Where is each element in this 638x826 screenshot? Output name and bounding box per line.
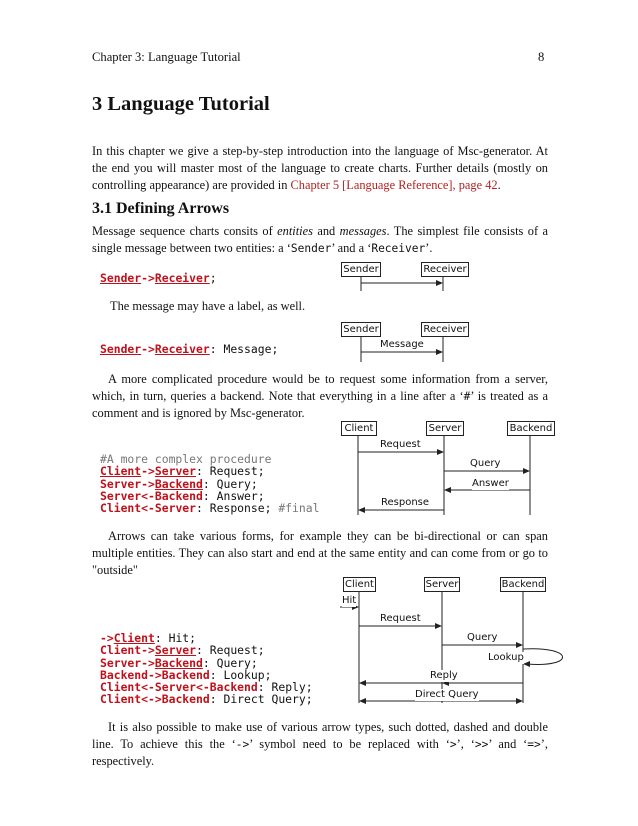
- paragraph-label: The message may have a label, as well.: [110, 299, 306, 313]
- entity-box: Sender: [341, 262, 381, 277]
- message-label: Query: [470, 458, 501, 469]
- code-example-3: #A more complex procedure Client->Server: Request; Server->Backend: Query; Server<-Backend: Answer; Client<-Server: Response; #final: [100, 452, 320, 516]
- entity-box: Server: [425, 579, 459, 590]
- message-label: Lookup: [488, 652, 524, 663]
- page-number: 8: [538, 50, 545, 64]
- paragraph-arrow-forms: Arrows can take various forms, for example they can be bi-directional or can span multiple entities. They can also start and end at the same entity and can come from or go to "outside": [92, 529, 548, 578]
- paragraph-arrows-intro: Message sequence charts consits of entities and messages. The simplest file consists of a single message between two entities: a ‘Sender’ and a ‘Receiver’.: [92, 224, 548, 256]
- entity-box: Server: [426, 421, 464, 436]
- code-example-2: Sender->Receiver: Message;: [100, 342, 279, 356]
- message-label: Request: [380, 439, 421, 450]
- paragraph-complex: A more complicated procedure would be to request some information from a server, which, in turn, queries a backend. Note that everything in a line after a ‘#’ is treated as a comment and is ignored by Msc-generator.: [92, 372, 548, 421]
- message-label: Request: [380, 613, 421, 624]
- message-label: Direct Query: [415, 689, 479, 700]
- message-label: Query: [467, 632, 498, 643]
- message-label: Response: [381, 497, 430, 508]
- entity-box: Receiver: [421, 322, 469, 337]
- entity-box: Backend: [501, 579, 545, 590]
- message-label: Answer: [472, 478, 509, 489]
- paragraph-arrow-types: It is also possible to make use of various arrow types, such dotted, dashed and double line. To achieve this the ‘->’ symbol need to be replaced with ‘>’, ‘>>’ and ‘=>’, respectively.: [92, 720, 548, 769]
- entity-box: Client: [341, 421, 377, 436]
- code-example-4: ->Client: Hit; Client->Server: Request; Server->Backend: Query; Backend->Backend: Lookup; Client<-Server<-Backend: Reply; Client<->Backend: Direct Query;: [100, 631, 313, 707]
- message-label: Reply: [430, 670, 458, 681]
- entity-box: Backend: [507, 421, 555, 436]
- code-example-1: Sender->Receiver;: [100, 271, 217, 285]
- message-label: Message: [380, 339, 424, 350]
- chapter-title: 3 Language Tutorial: [92, 93, 270, 115]
- entity-box: Sender: [341, 322, 381, 337]
- entity-box: Client: [343, 577, 376, 592]
- section-title: 3.1 Defining Arrows: [92, 200, 230, 217]
- intro-paragraph: In this chapter we give a step-by-step introduction into the language of Msc-generator. At the end you will master most of the language to create charts. Further details (mostly on controlling appearance) are provided in Chapter 5 [Language Reference], page 42.: [92, 144, 548, 193]
- running-header: Chapter 3: Language Tutorial: [92, 50, 241, 64]
- message-label: Hit: [342, 595, 357, 606]
- chapter-reference-link[interactable]: Chapter 5 [Language Reference], page 42: [290, 178, 498, 193]
- entity-box: Receiver: [421, 262, 469, 277]
